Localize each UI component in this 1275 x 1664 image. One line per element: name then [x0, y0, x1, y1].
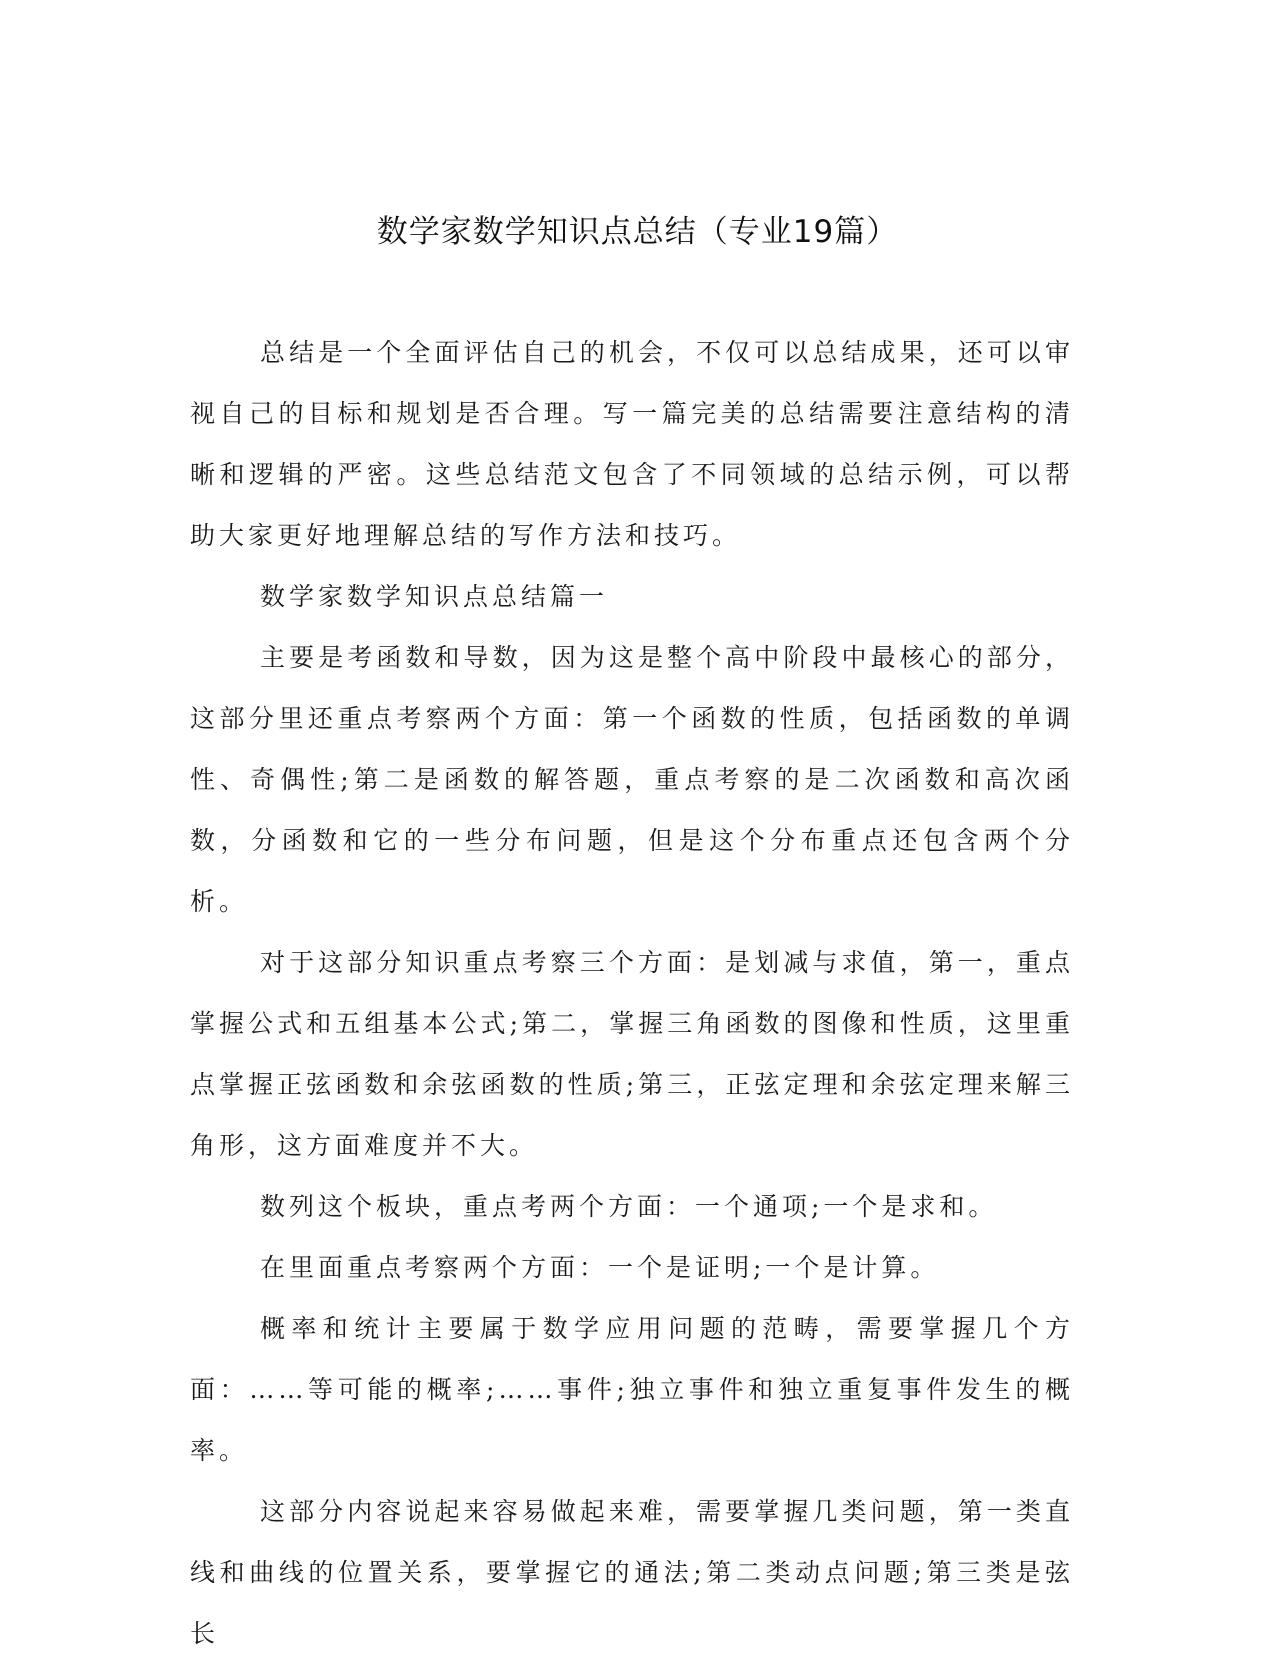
- body-paragraph: 主要是考函数和导数，因为这是整个高中阶段中最核心的部分，这部分里还重点考察两个方面：第一个函数的性质，包括函数的单调性、奇偶性;第二是函数的解答题，重点考察的是二次函数和高次函数，分函数和它的一些分布问题，但是这个分布重点还包含两个分析。: [190, 643, 1074, 916]
- document-body: [190, 322, 1074, 1664]
- body-paragraph: 在里面重点考察两个方面：一个是证明;一个是计算。: [260, 1253, 940, 1282]
- section-heading: 数学家数学知识点总结篇一: [260, 582, 609, 611]
- body-paragraph: 概率和统计主要属于数学应用问题的范畴，需要掌握几个方面：……等可能的概率;……事件;独立事件和独立重复事件发生的概率。: [190, 1314, 1074, 1465]
- document-title: 数学家数学知识点总结（专业19篇）: [376, 214, 899, 250]
- intro-paragraph: 总结是一个全面评估自己的机会，不仅可以总结成果，还可以审视自己的目标和规划是否合理。写一篇完美的总结需要注意结构的清晰和逻辑的严密。这些总结范文包含了不同领域的总结示例，可以帮助大家更好地理解总结的写作方法和技巧。: [190, 338, 1074, 550]
- body-paragraph: 数列这个板块，重点考两个方面：一个通项;一个是求和。: [260, 1192, 998, 1221]
- body-paragraph: 这部分内容说起来容易做起来难，需要掌握几类问题，第一类直线和曲线的位置关系，要掌握它的通法;第二类动点问题;第三类是弦长: [190, 1497, 1074, 1648]
- body-paragraph: 对于这部分知识重点考察三个方面：是划减与求值，第一，重点掌握公式和五组基本公式;第二，掌握三角函数的图像和性质，这里重点掌握正弦函数和余弦函数的性质;第三，正弦定理和余弦定理来解三角形，这方面难度并不大。: [190, 948, 1074, 1160]
